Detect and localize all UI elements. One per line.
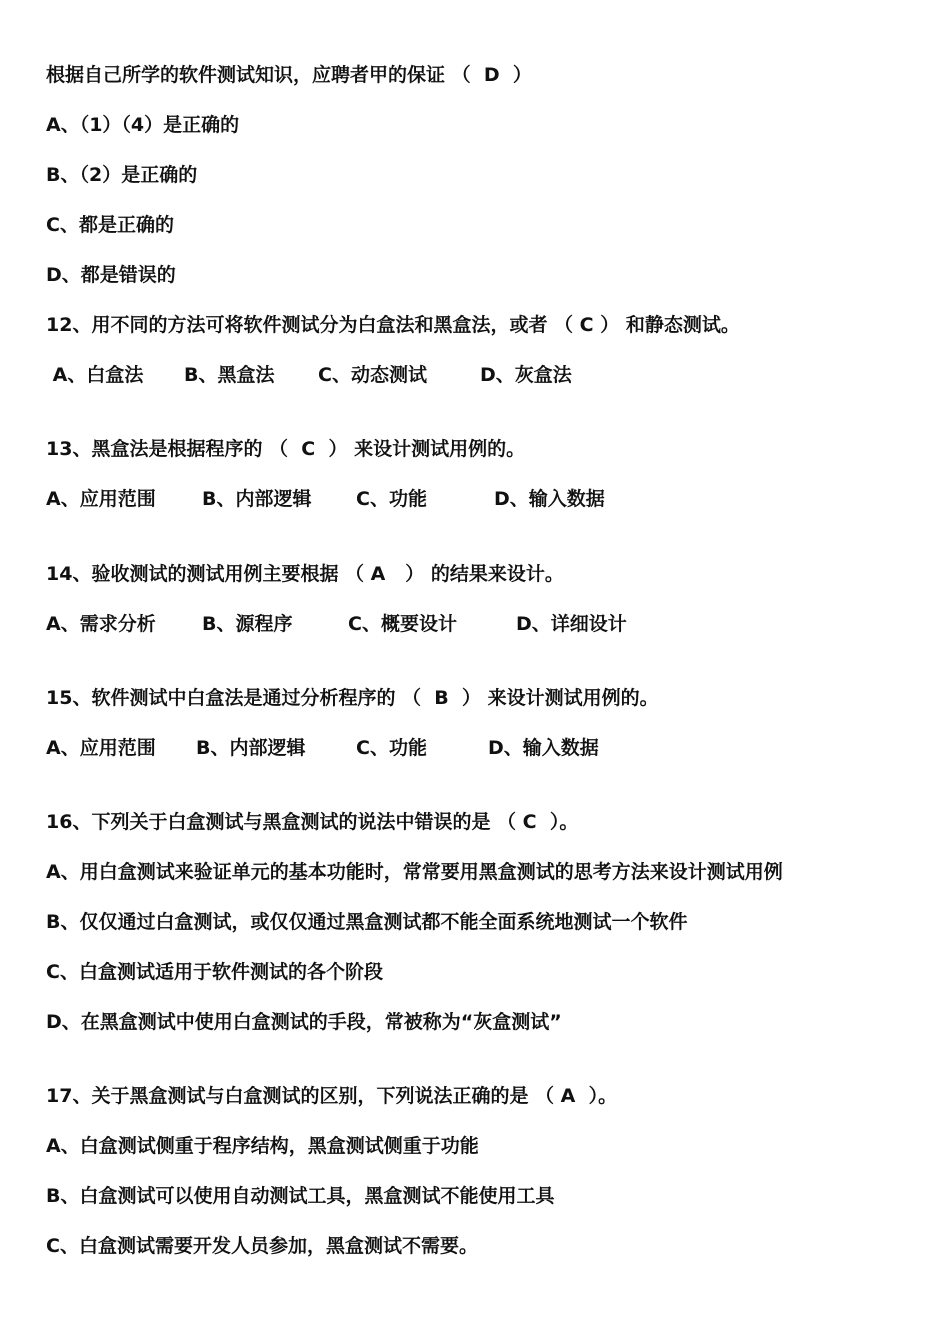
question-15-stem: 15、软件测试中白盒法是通过分析程序的 （ B ） 来设计测试用例的。	[46, 687, 659, 709]
question-12-options	[46, 363, 572, 387]
option-d: D、输入数据	[488, 737, 599, 759]
question-16-option-a: A、用白盒测试来验证单元的基本功能时，常常要用黑盒测试的思考方法来设计测试用例	[46, 861, 783, 883]
question-17-stem: 17、关于黑盒测试与白盒测试的区别，下列说法正确的是 （ A ）。	[46, 1085, 618, 1107]
option-c: C、功能	[356, 737, 427, 759]
question-16-option-d: D、在黑盒测试中使用白盒测试的手段，常被称为“灰盒测试”	[46, 1011, 562, 1033]
option-d: D、输入数据	[494, 488, 605, 510]
option-d: D、灰盒法	[480, 364, 572, 386]
question-17-option-b: B、白盒测试可以使用自动测试工具，黑盒测试不能使用工具	[46, 1185, 555, 1207]
option-b: B、黑盒法	[184, 364, 275, 386]
option-c: C、功能	[356, 488, 427, 510]
question-16-option-b: B、仅仅通过白盒测试，或仅仅通过黑盒测试都不能全面系统地测试一个软件	[46, 911, 688, 933]
question-17-option-c: C、白盒测试需要开发人员参加，黑盒测试不需要。	[46, 1235, 478, 1257]
option-a: A、白盒法	[46, 364, 144, 386]
option-a: A、需求分析	[46, 613, 156, 635]
question-16-option-c: C、白盒测试适用于软件测试的各个阶段	[46, 961, 383, 983]
option-d: D、详细设计	[516, 613, 627, 635]
question-11-option-a: A、（1）（4）是正确的	[46, 114, 240, 136]
question-11-stem: 根据自己所学的软件测试知识，应聘者甲的保证 （ D ）	[46, 64, 532, 86]
option-b: B、内部逻辑	[196, 737, 306, 759]
option-a: A、应用范围	[46, 737, 156, 759]
question-11-option-b: B、（2）是正确的	[46, 164, 198, 186]
question-12-stem: 12、用不同的方法可将软件测试分为白盒法和黑盒法，或者 （ C ） 和静态测试。	[46, 314, 740, 336]
question-17-option-a: A、白盒测试侧重于程序结构，黑盒测试侧重于功能	[46, 1135, 479, 1157]
question-14-options	[46, 612, 627, 636]
question-14-stem: 14、验收测试的测试用例主要根据 （ A ） 的结果来设计。	[46, 563, 564, 585]
question-11-option-c: C、都是正确的	[46, 214, 174, 236]
option-b: B、内部逻辑	[202, 488, 312, 510]
option-b: B、源程序	[202, 613, 293, 635]
option-c: C、动态测试	[318, 364, 427, 386]
question-11-option-d: D、都是错误的	[46, 264, 176, 286]
question-13-options	[46, 487, 605, 511]
option-c: C、概要设计	[348, 613, 457, 635]
question-13-stem: 13、黑盒法是根据程序的 （ C ） 来设计测试用例的。	[46, 438, 526, 460]
question-16-stem: 16、下列关于白盒测试与黑盒测试的说法中错误的是 （ C ）。	[46, 811, 579, 833]
question-15-options	[46, 736, 599, 760]
option-a: A、应用范围	[46, 488, 156, 510]
